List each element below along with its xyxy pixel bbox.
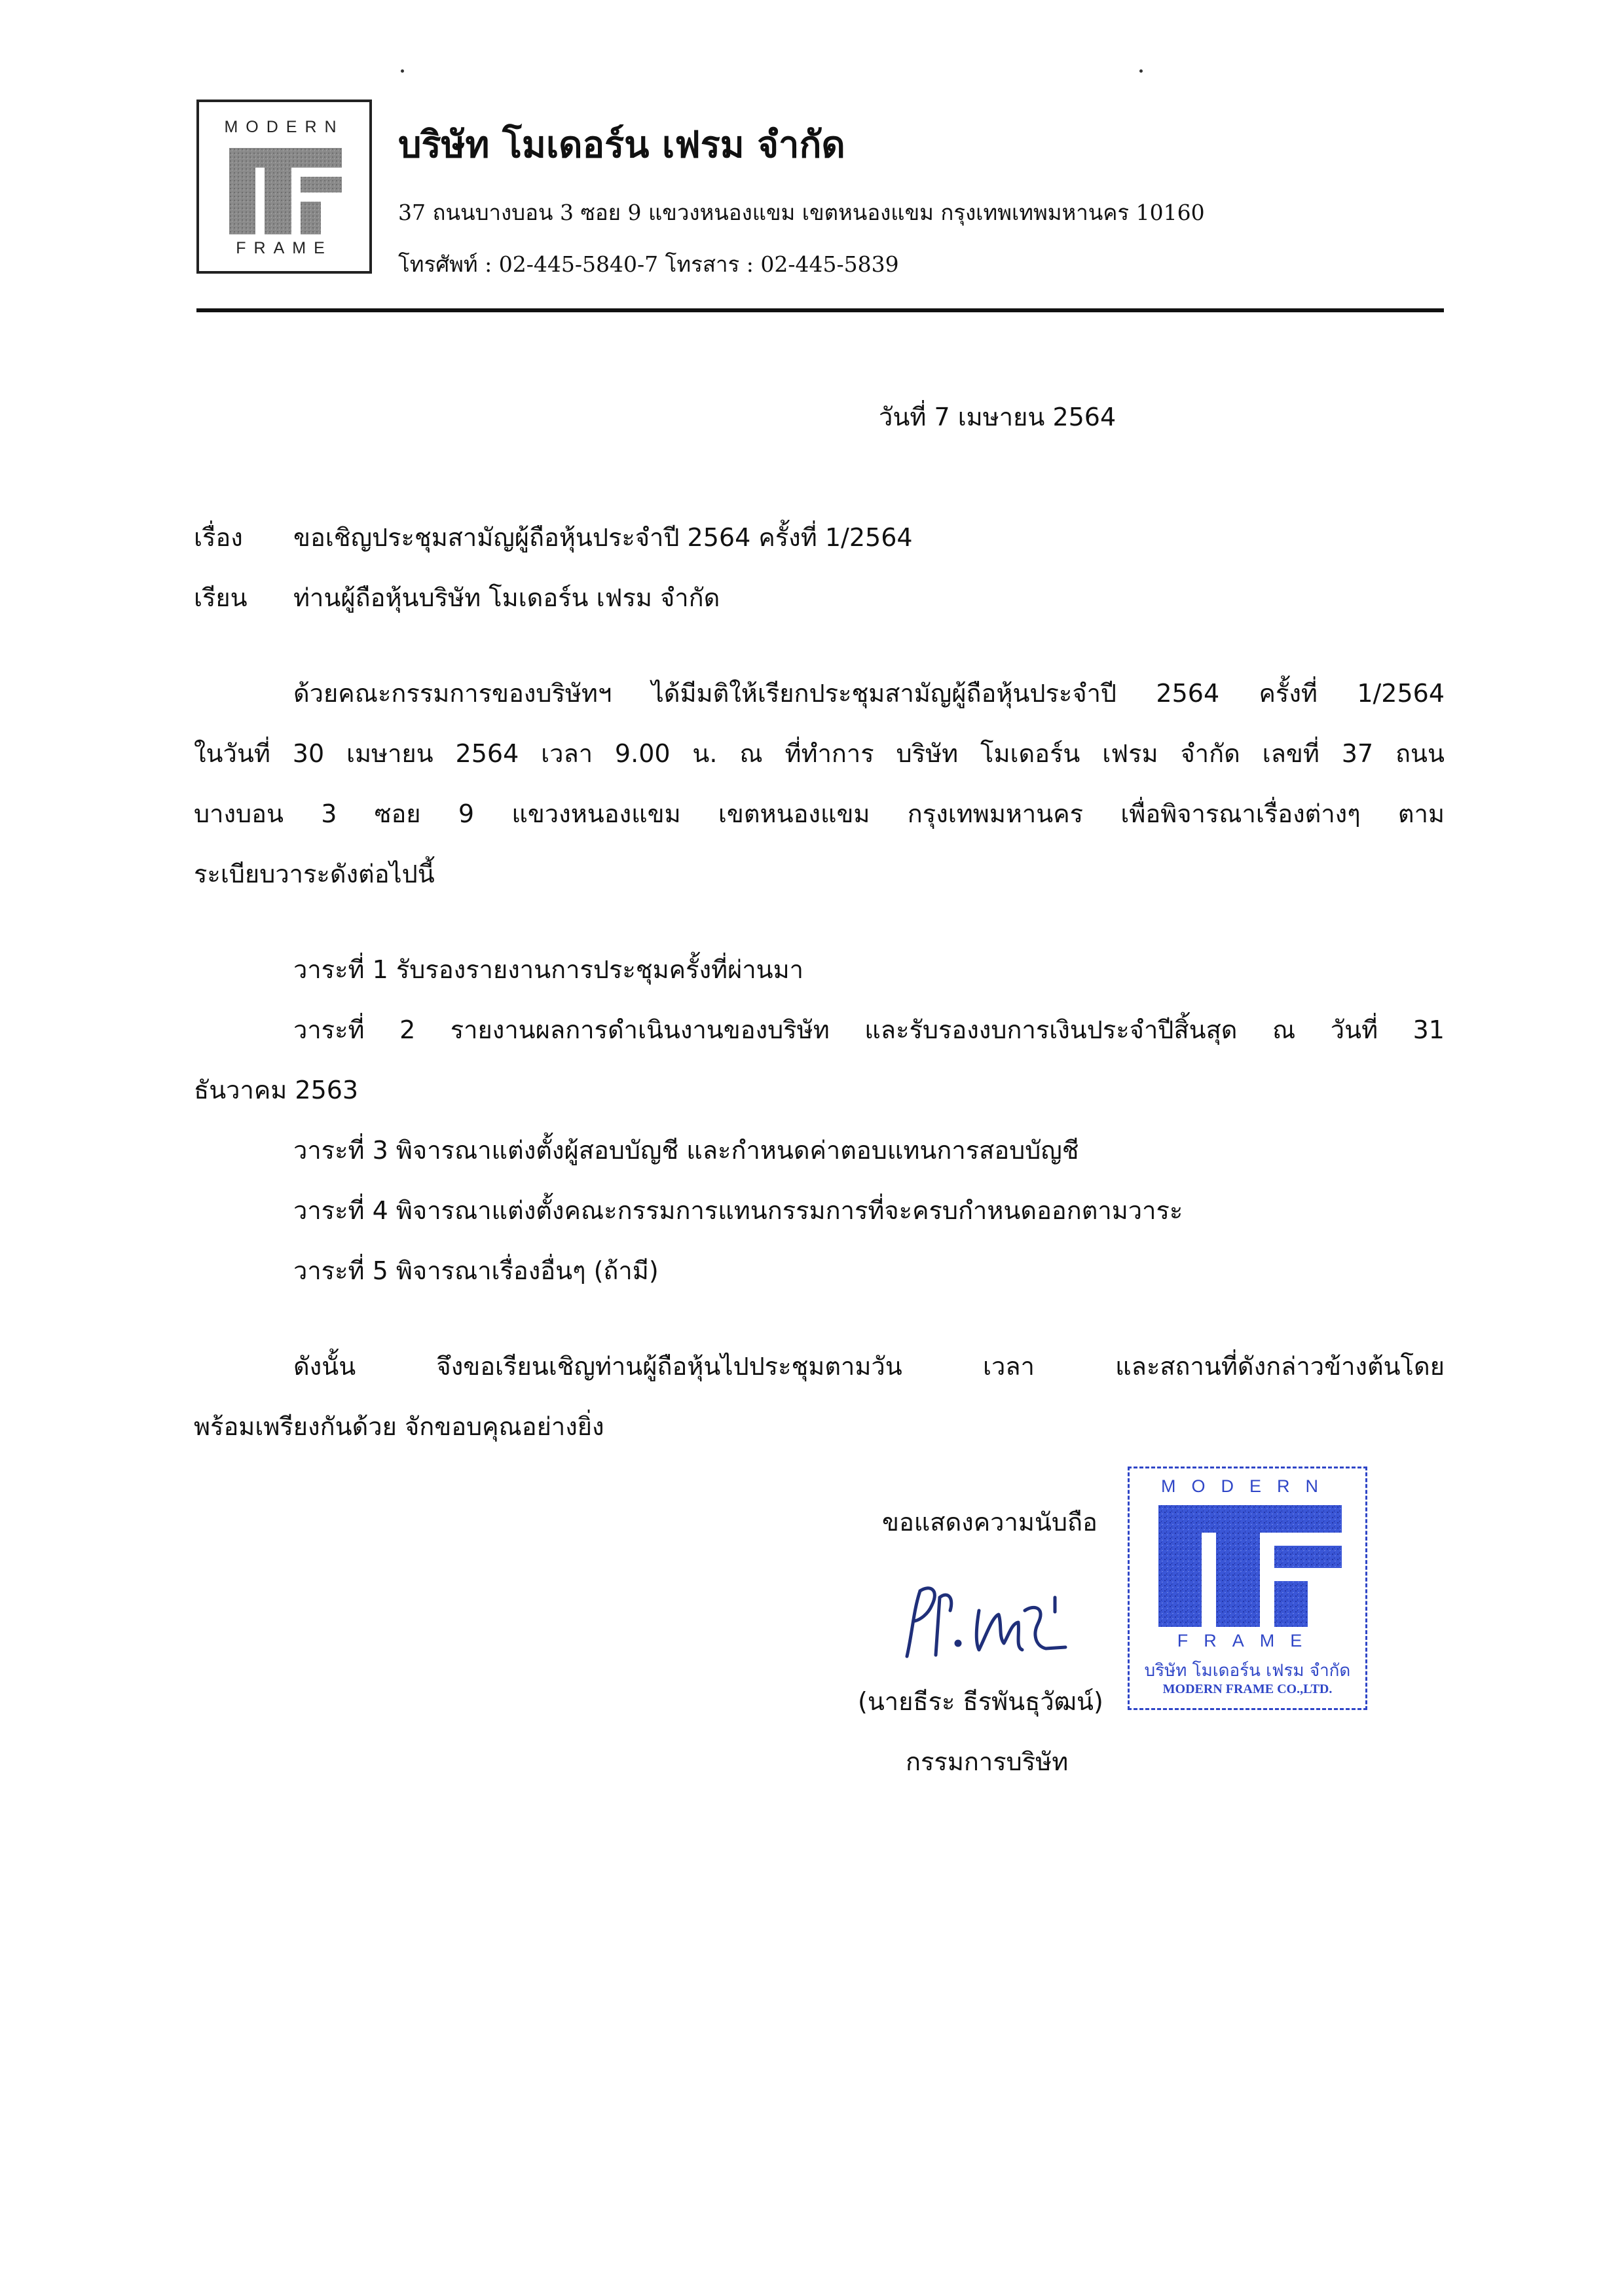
logo-bottom-text: FRAME — [236, 239, 333, 257]
letter-date: วันที่ 7 เมษายน 2564 — [879, 403, 1116, 431]
recipient-label: เรียน — [194, 583, 248, 612]
conclusion-line: พร้อมเพรียงกันด้วย จักขอบคุณอย่างยิ่ง — [194, 1412, 604, 1441]
scan-speck — [401, 69, 404, 73]
company-name: บริษัท โมเดอร์น เฟรม จำกัด — [398, 123, 845, 166]
scan-speck — [1139, 69, 1143, 73]
intro-line: บางบอน 3 ซอย 9 แขวงหนองแขม เขตหนองแขม กรุงเทพมหานคร เพื่อพิจารณาเรื่องต่างๆ ตาม — [194, 799, 1445, 828]
stamp-top-text: MODERN — [1161, 1476, 1334, 1496]
company-stamp — [1128, 1467, 1367, 1710]
stamp-bottom-text: FRAME — [1177, 1631, 1318, 1650]
company-address: 37 ถนนบางบอน 3 ซอย 9 แขวงหนองแขม เขตหนองแขม กรุงเทพเทพมหานคร 10160 — [398, 200, 1205, 225]
signer-name: (นายธีระ ธีรพันธุวัฒน์) — [858, 1687, 1103, 1716]
company-contact: โทรศัพท์ : 02-445-5840-7 โทรสาร : 02-445-5839 — [398, 251, 899, 277]
conclusion-line: ดังนั้น จึงขอเรียนเชิญท่านผู้ถือหุ้นไปประชุมตามวัน เวลา และสถานที่ดังกล่าวข้างต้นโดย — [293, 1352, 1445, 1381]
agenda-item-5: วาระที่ 5 พิจารณาเรื่องอื่นๆ (ถ้ามี) — [293, 1256, 659, 1285]
stamp-thai-name: บริษัท โมเดอร์น เฟรม จำกัด — [1144, 1661, 1351, 1681]
closing-salutation: ขอแสดงความนับถือ — [882, 1508, 1098, 1537]
agenda-item-1: วาระที่ 1 รับรองรายงานการประชุมครั้งที่ผ่านมา — [293, 955, 804, 984]
stamp-mf-mark — [1158, 1505, 1342, 1627]
agenda-item-3: วาระที่ 3 พิจารณาแต่งตั้งผู้สอบบัญชี และกำหนดค่าตอบแทนการสอบบัญชี — [293, 1136, 1079, 1165]
intro-line: ในวันที่ 30 เมษายน 2564 เวลา 9.00 น. ณ ที่ทำการ บริษัท โมเดอร์น เฟรม จำกัด เลขที่ 37 ถนน — [194, 739, 1445, 768]
company-logo — [196, 100, 372, 274]
stamp-english-name: MODERN FRAME CO.,LTD. — [1162, 1682, 1333, 1696]
logo-top-text: MODERN — [224, 118, 344, 136]
subject-label: เรื่อง — [194, 523, 243, 552]
agenda-item-4: วาระที่ 4 พิจารณาแต่งตั้งคณะกรรมการแทนกรรมการที่จะครบกำหนดออกตามวาระ — [293, 1196, 1183, 1225]
agenda-item-2-continuation: ธันวาคม 2563 — [194, 1076, 359, 1104]
logo-mf-mark — [229, 148, 342, 234]
intro-line: ด้วยคณะกรรมการของบริษัทฯ ได้มีมติให้เรียกประชุมสามัญผู้ถือหุ้นประจำปี 2564 ครั้งที่ 1/2564 — [293, 679, 1445, 708]
intro-line: ระเบียบวาระดังต่อไปนี้ — [194, 860, 435, 888]
signer-title: กรรมการบริษัท — [906, 1747, 1069, 1776]
subject-text: ขอเชิญประชุมสามัญผู้ถือหุ้นประจำปี 2564 ครั้งที่ 1/2564 — [293, 523, 913, 552]
recipient-text: ท่านผู้ถือหุ้นบริษัท โมเดอร์น เฟรม จำกัด — [293, 583, 720, 612]
agenda-item-2: วาระที่ 2 รายงานผลการดำเนินงานของบริษัท และรับรองงบการเงินประจำปีสิ้นสุด ณ วันที่ 31 — [293, 1015, 1445, 1044]
handwritten-signature — [894, 1571, 1090, 1669]
header-divider — [196, 308, 1444, 312]
